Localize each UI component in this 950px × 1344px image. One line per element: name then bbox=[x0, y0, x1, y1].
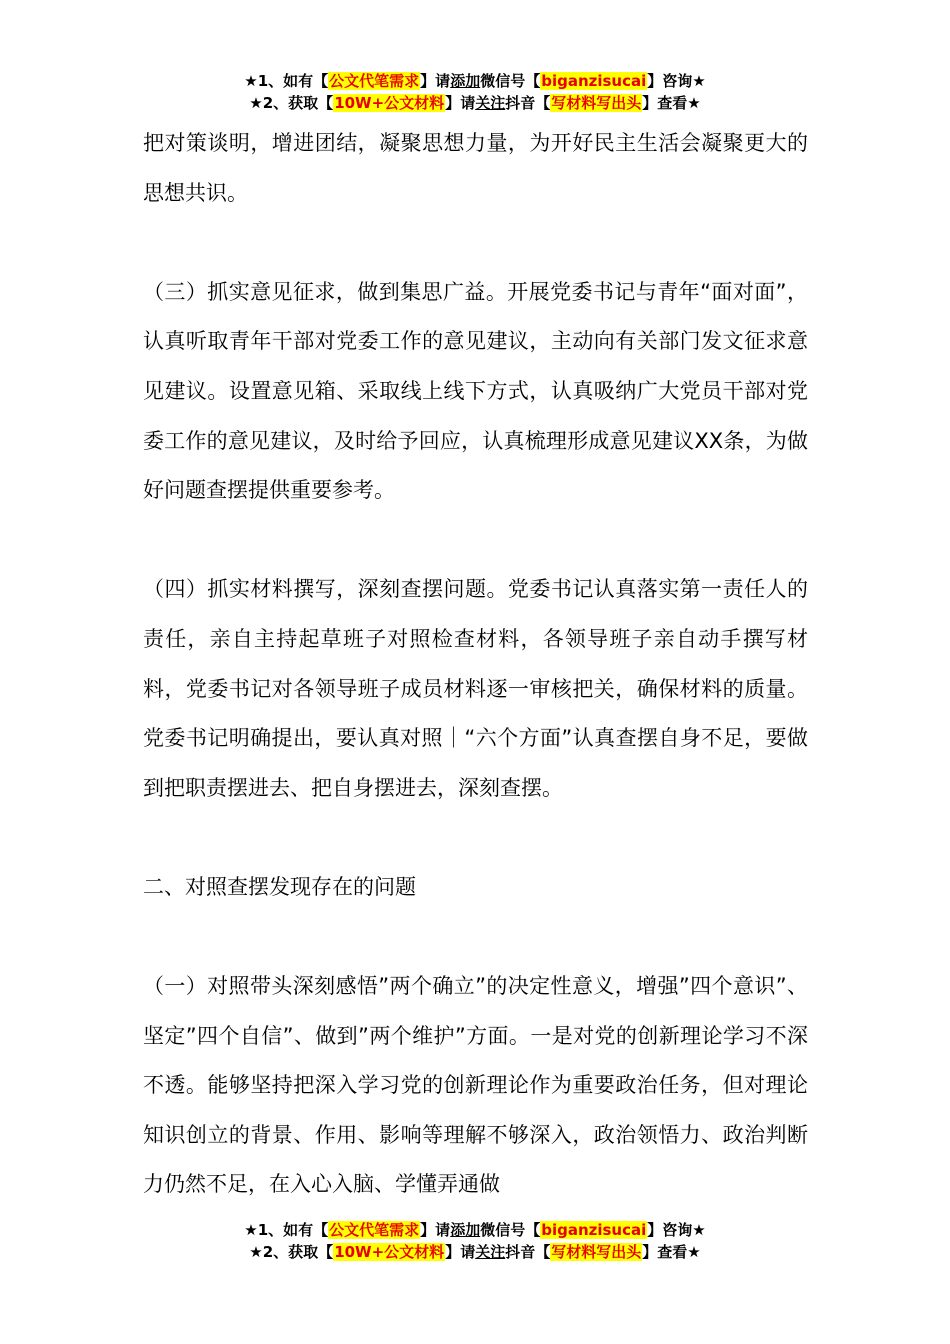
banner-text: 】咨询★ bbox=[647, 72, 706, 90]
banner-text: ★1、如有【 bbox=[244, 72, 329, 90]
banner-text: 】查看★ bbox=[642, 94, 701, 112]
highlight-materials: 10W+公文材料 bbox=[334, 1243, 445, 1261]
banner-text: 】请 bbox=[420, 1221, 451, 1239]
highlight-service: 公文代笔需求 bbox=[329, 72, 420, 90]
highlight-douyin-account: 写材料写出头 bbox=[551, 94, 642, 112]
banner-underlined-text: 关注 bbox=[475, 1243, 506, 1261]
banner-text: 抖音【 bbox=[505, 94, 551, 112]
banner-line-2 bbox=[0, 92, 950, 114]
paragraph-continuation: 把对策谈明，增进团结，凝聚思想力量，为开好民主生活会凝聚更大的思想共识。 bbox=[143, 131, 808, 205]
banner-text: 】请 bbox=[445, 94, 476, 112]
banner-text: 】请 bbox=[420, 72, 451, 90]
highlight-service: 公文代笔需求 bbox=[329, 1221, 420, 1239]
banner-text: 微信号【 bbox=[480, 72, 541, 90]
paragraph-problem-1: （一）对照带头深刻感悟”两个确立”的决定性意义，增强”四个意识”、坚定”四个自信”、做到”两个维护”方面。一是对党的创新理论学习不深不透。能够坚持把深入学习党的创新理论作为重要政治任务，但对理论知识创立的背景、作用、影响等理解不够深入，政治领悟力、政治判断力仍然不足，在入心入脑、学懂弄通做 bbox=[143, 974, 808, 1197]
paragraph-section-4: （四）抓实材料撰写，深刻查摆问题。党委书记认真落实第一责任人的责任，亲自主持起草班子对照检查材料，各领导班子亲自动手撰写材料，党委书记对各领导班子成员材料逐一审核把关，确保材料的质量。党委书记明确提出，要认真对照｜“六个方面”认真查摆自身不足，要做到把职责摆进去、把自身摆进去，深刻查摆。 bbox=[143, 577, 808, 800]
banner-text: 】咨询★ bbox=[647, 1221, 706, 1239]
highlight-douyin-account: 写材料写出头 bbox=[551, 1243, 642, 1261]
document-body bbox=[143, 119, 808, 1210]
banner-underlined-text: 关注 bbox=[475, 94, 506, 112]
banner-line-2 bbox=[0, 1241, 950, 1263]
banner-line-1 bbox=[0, 70, 950, 92]
paragraph-gap bbox=[143, 218, 808, 268]
banner-text: 微信号【 bbox=[480, 1221, 541, 1239]
highlight-materials: 10W+公文材料 bbox=[334, 94, 445, 112]
banner-text: 】查看★ bbox=[642, 1243, 701, 1261]
banner-text: ★2、获取【 bbox=[249, 1243, 334, 1261]
banner-underlined-text: 添加 bbox=[450, 1221, 481, 1239]
paragraph-section-3: （三）抓实意见征求，做到集思广益。开展党委书记与青年“面对面”，认真听取青年干部对党委工作的意见建议，主动向有关部门发文征求意见建议。设置意见箱、采取线上线下方式，认真吸纳广大党员干部对党委工作的意见建议，及时给予回应，认真梳理形成意见建议XX条，为做好问题查摆提供重要参考。 bbox=[143, 279, 808, 503]
paragraph-gap bbox=[143, 516, 808, 566]
banner-text: ★2、获取【 bbox=[249, 94, 334, 112]
banner-line-1 bbox=[0, 1219, 950, 1241]
banner-text: 抖音【 bbox=[505, 1243, 551, 1261]
banner-underlined-text: 添加 bbox=[450, 72, 481, 90]
top-banner bbox=[0, 70, 950, 114]
highlight-wechat-id: biganzisucai bbox=[541, 1221, 647, 1239]
banner-text: ★1、如有【 bbox=[244, 1221, 329, 1239]
bottom-banner bbox=[0, 1219, 950, 1263]
section-heading: 二、对照查摆发现存在的问题 bbox=[143, 874, 416, 899]
paragraph-gap bbox=[143, 813, 808, 863]
highlight-wechat-id: biganzisucai bbox=[541, 72, 647, 90]
banner-text: 】请 bbox=[445, 1243, 476, 1261]
paragraph-gap bbox=[143, 913, 808, 963]
